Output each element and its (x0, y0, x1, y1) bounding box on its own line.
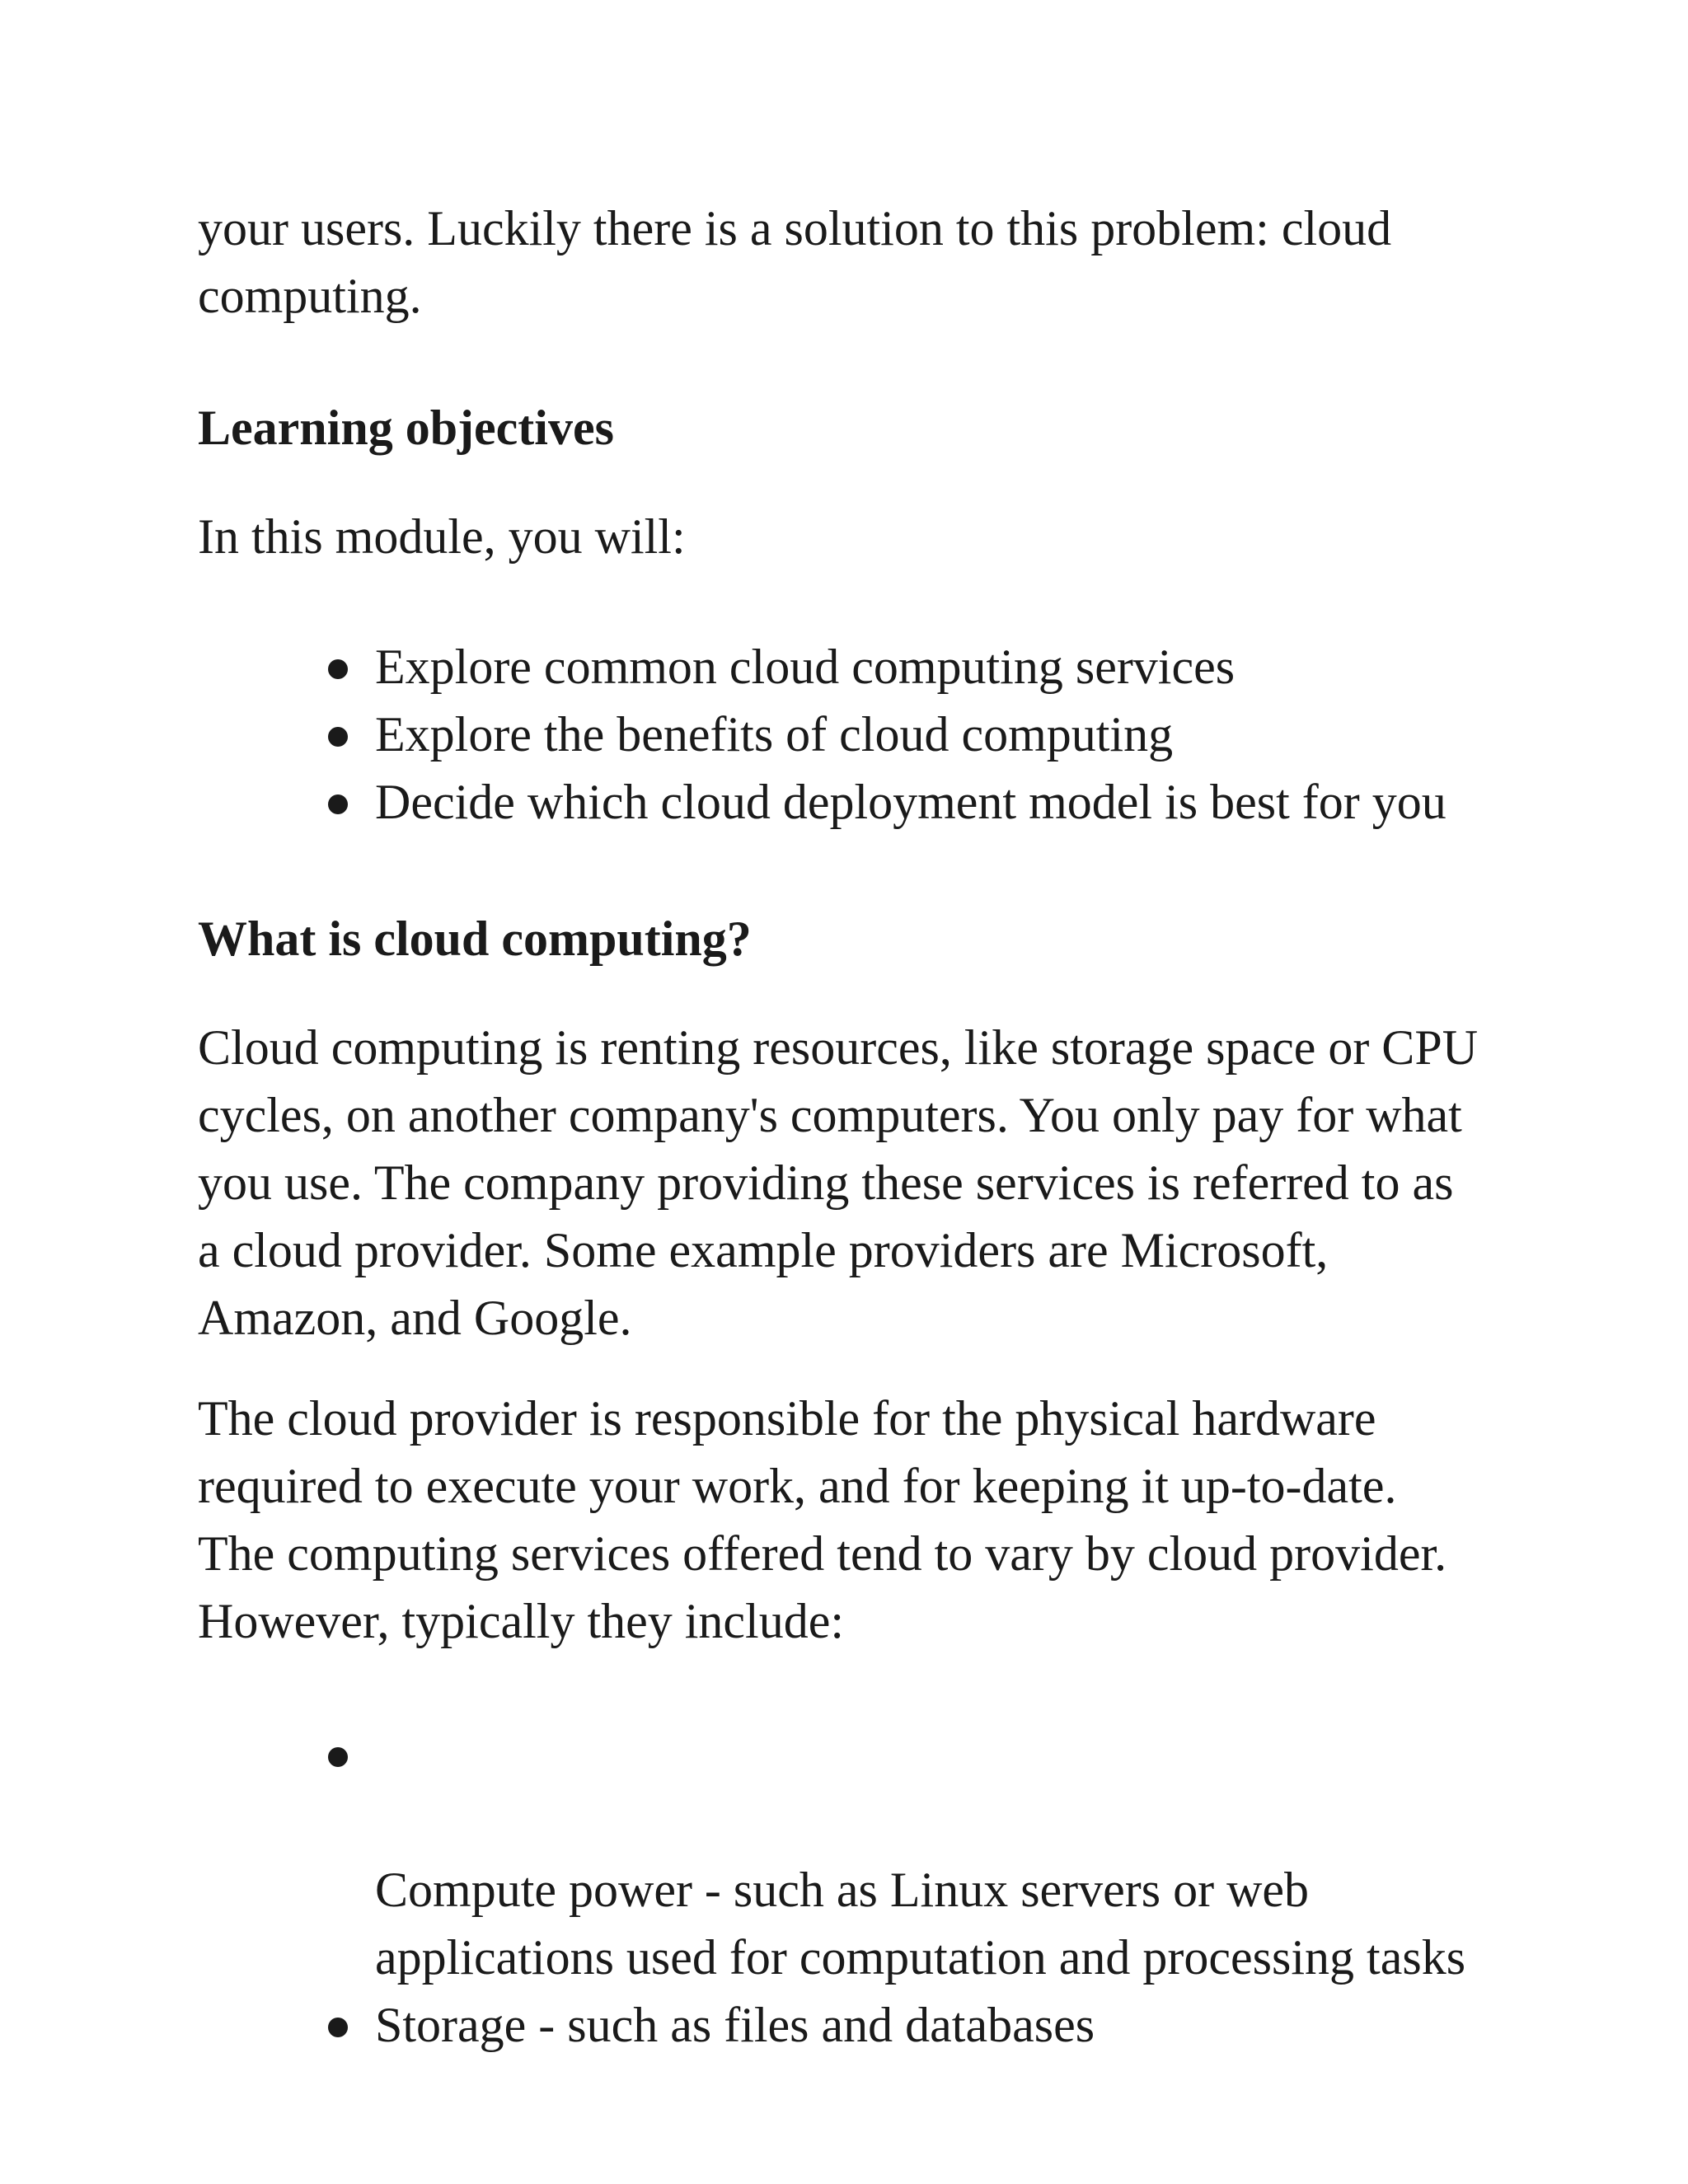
list-item-text: Compute power - such as Linux servers or web applications used for computation and processing tasks (375, 1863, 1466, 1985)
list-item (198, 701, 1500, 768)
cloud-provider-paragraph: The cloud provider is responsible for the physical hardware required to execute your work, and for keeping it up-to-date. The computing services offered tend to vary by cloud provider. However, typically they include: (198, 1391, 1447, 1648)
intro-fragment-paragraph: your users. Luckily there is a solution to this problem: cloud computing. (198, 201, 1392, 323)
bullet-icon (328, 2018, 348, 2037)
list-item-text: Explore common cloud computing services (375, 640, 1236, 694)
bullet-icon (328, 794, 348, 814)
bullet-icon (328, 1747, 348, 1767)
learning-objectives-list (198, 633, 1500, 836)
list-item-text: Explore the benefits of cloud computing (375, 707, 1174, 762)
bullet-icon (328, 659, 348, 679)
what-is-cloud-heading: What is cloud computing? (198, 912, 752, 966)
cloud-definition-paragraph: Cloud computing is renting resources, like storage space or CPU cycles, on another company's computers. You only pay for what you use. The company providing these services is referred to as a cloud provider. Some example providers are Microsoft, Amazon, and Google. (198, 1020, 1479, 1345)
list-item (198, 633, 1500, 701)
bullet-icon (328, 727, 348, 747)
learning-objectives-lead: In this module, you will: (198, 509, 686, 564)
list-item-text: Storage - such as files and databases (375, 1998, 1095, 2052)
list-item (198, 1721, 1500, 1991)
list-item (198, 1991, 1500, 2059)
learning-objectives-heading: Learning objectives (198, 401, 614, 455)
list-item (198, 768, 1500, 836)
list-item-text: Decide which cloud deployment model is best for you (375, 775, 1447, 829)
services-list (198, 1721, 1500, 2059)
